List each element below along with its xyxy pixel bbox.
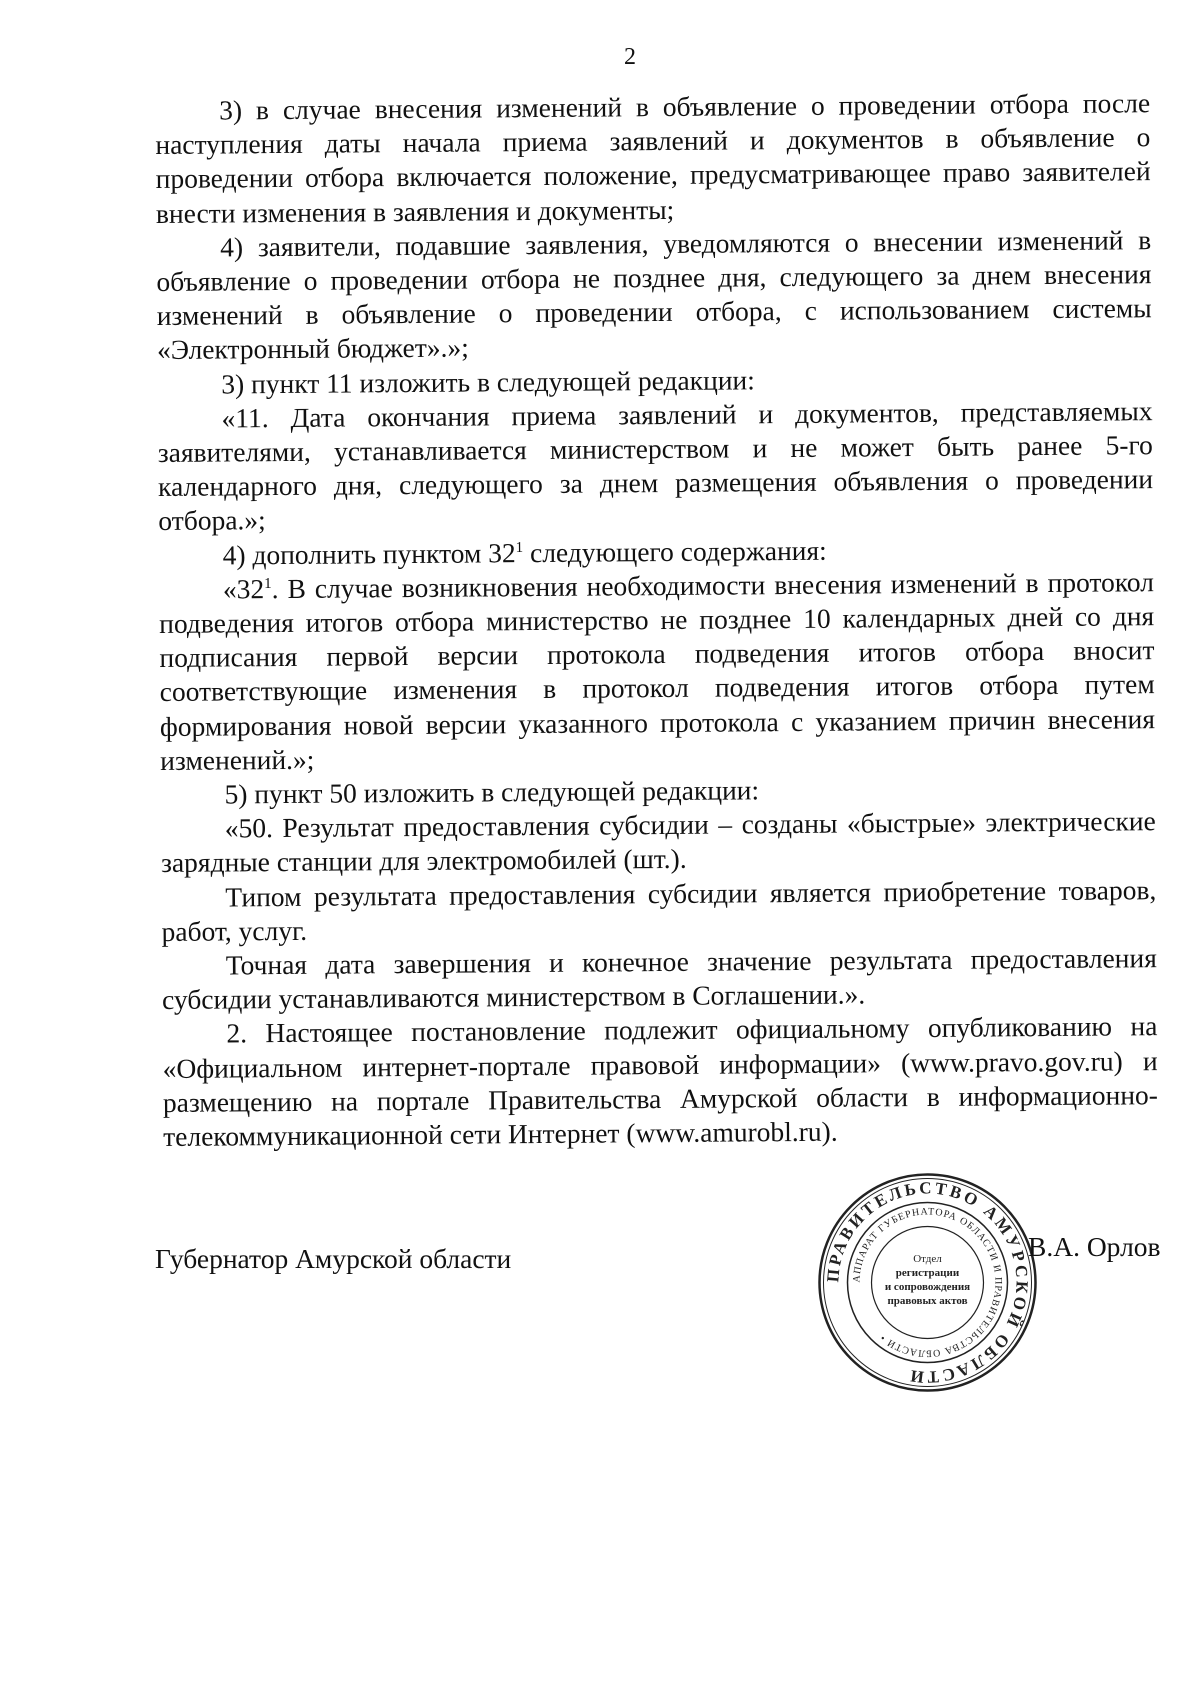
paragraph: 2. Настоящее постановление подлежит официальному опубликованию на «Официальном интернет-портале правовой информации» (www.pravo.gov.ru) и размещению на портале Правительства Амурской области в информационно-телекоммуникационной сети Интернет (www.amurobl.ru). (162, 1010, 1159, 1153)
paragraph: 5) пункт 50 изложить в следующей редакции: (224, 774, 760, 810)
paragraph: 4) заявители, подавшие заявления, уведомляются о внесении изменений в объявление о проведении отбора не позднее дня, следующего за днем внесения изменений в объявление о проведении отбора, с использованием системы «Электронный бюджет».»; (156, 223, 1152, 366)
paragraph: 3) пункт 11 изложить в следующей редакции: (221, 363, 755, 400)
paragraph (159, 565, 1156, 778)
paragraph-text: «32 (222, 573, 265, 605)
paragraph-text: . В случае возникновения необходимости внесения изменений в протокол подведения итогов отбора министерство не позднее 10 календарных дней со дня подписания первой версии протокола подведения итогов отбора вносит соответствующие изменения в протокол подведения итогов отбора путем формирования новой версии указанного протокола с указанием причин внесения изменений.»; (159, 566, 1156, 776)
superscript: 1 (515, 539, 524, 556)
document-body (155, 86, 1158, 1154)
official-seal (815, 1170, 1040, 1395)
signatory-title: Губернатор Амурской области (155, 1243, 512, 1274)
paragraph-text: следующего содержания: (523, 534, 827, 568)
seal-center-line: и сопровождения (884, 1281, 971, 1293)
signatory-name: В.А. Орлов (1028, 1231, 1161, 1262)
paragraph-text: 4) дополнить пунктом 32 (222, 536, 516, 571)
paragraph: Точная дата завершения и конечное значение результата предоставления субсидии устанавливаются министерством в Соглашении.». (161, 942, 1157, 1016)
seal-inner-text: АППАРАТ ГУБЕРНАТОРА ОБЛАСТИ И ПРАВИТЕЛЬСТВА ОБЛАСТИ • (851, 1206, 1004, 1359)
superscript: 1 (264, 575, 272, 592)
seal-center-line: правовых актов (887, 1295, 968, 1307)
paragraph: «50. Результат предоставления субсидии – созданы «быстрые» электрические зарядные станции для электромобилей (шт.). (160, 805, 1156, 879)
paragraph: 3) в случае внесения изменений в объявление о проведении отбора после наступления даты начала приема заявлений и документов в объявление о проведении отбора включается положение, предусматривающее право заявителей внести изменения в заявления и документы; (155, 87, 1151, 229)
seal-center-line: Отдел (913, 1253, 942, 1265)
paragraph: Типом результата предоставления субсидии является приобретение товаров, работ, услуг. (161, 873, 1157, 947)
seal-outer-text: ПРАВИТЕЛЬСТВО АМУРСКОЙ ОБЛАСТИ (823, 1178, 1032, 1387)
seal-center-line: регистрации (895, 1267, 960, 1279)
paragraph: «11. Дата окончания приема заявлений и документов, представляемых заявителями, устанавливается министерством и не может быть ранее 5-го календарного дня, следующего за днем размещения объявления о проведении отбора.»; (157, 395, 1154, 537)
page-number: 2 (624, 44, 636, 70)
